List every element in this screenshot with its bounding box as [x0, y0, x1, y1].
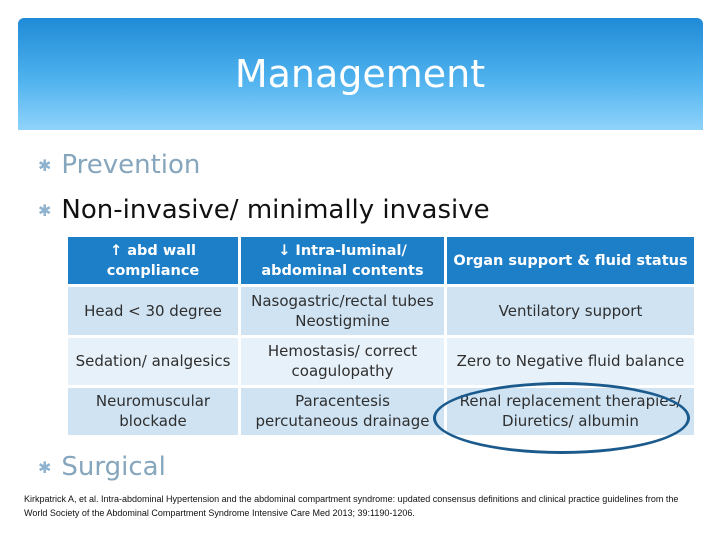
table-cell: Ventilatory support — [447, 287, 694, 334]
bullet-text: Surgical — [61, 452, 166, 482]
arrow-up-icon: ↑ — [110, 242, 123, 259]
bullet-text: Prevention — [61, 150, 201, 180]
table-cell: Head < 30 degree — [68, 287, 238, 334]
bullet-noninvasive — [38, 195, 490, 225]
header-text: Intra-luminal/ abdominal contents — [261, 242, 424, 279]
bullet-text: Non-invasive/ minimally invasive — [61, 195, 490, 225]
asterisk-bullet-icon: ✱ — [38, 458, 52, 477]
reference-citation: Kirkpatrick A, et al. Intra-abdominal Hypertension and the abdominal compartment syndrome: updated consensus definitions and clinical practice guidelines from the World Society of the Abdominal Compartment Syndrome Intensive Care Med 2013; 39:1190-1206. — [24, 494, 679, 518]
header-text: abd wall compliance — [106, 242, 200, 279]
table-row — [68, 287, 694, 334]
table-cell: Zero to Negative fluid balance — [447, 338, 694, 385]
table-row — [68, 338, 694, 385]
slide-title: Management — [234, 52, 486, 96]
header-text: Organ support & fluid status — [453, 252, 688, 269]
table-header-row — [68, 237, 694, 284]
asterisk-bullet-icon: ✱ — [38, 156, 52, 175]
table-cell: Sedation/ analgesics — [68, 338, 238, 385]
asterisk-bullet-icon: ✱ — [38, 201, 52, 220]
header-cell — [241, 237, 444, 284]
table-cell: Hemostasis/ correct coagulopathy — [241, 338, 444, 385]
highlight-oval — [433, 382, 690, 454]
table-cell: Renal replacement therapies/ Diuretics/ albumin — [447, 388, 694, 435]
table-cell: Nasogastric/rectal tubes Neostigmine — [241, 287, 444, 334]
bullet-surgical — [38, 452, 166, 482]
header-cell — [447, 237, 694, 284]
table-cell: Paracentesis percutaneous drainage — [241, 388, 444, 435]
bullet-prevention — [38, 150, 200, 180]
table-cell: Neuromuscular blockade — [68, 388, 238, 435]
arrow-down-icon: ↓ — [278, 242, 291, 259]
header-cell — [68, 237, 238, 284]
